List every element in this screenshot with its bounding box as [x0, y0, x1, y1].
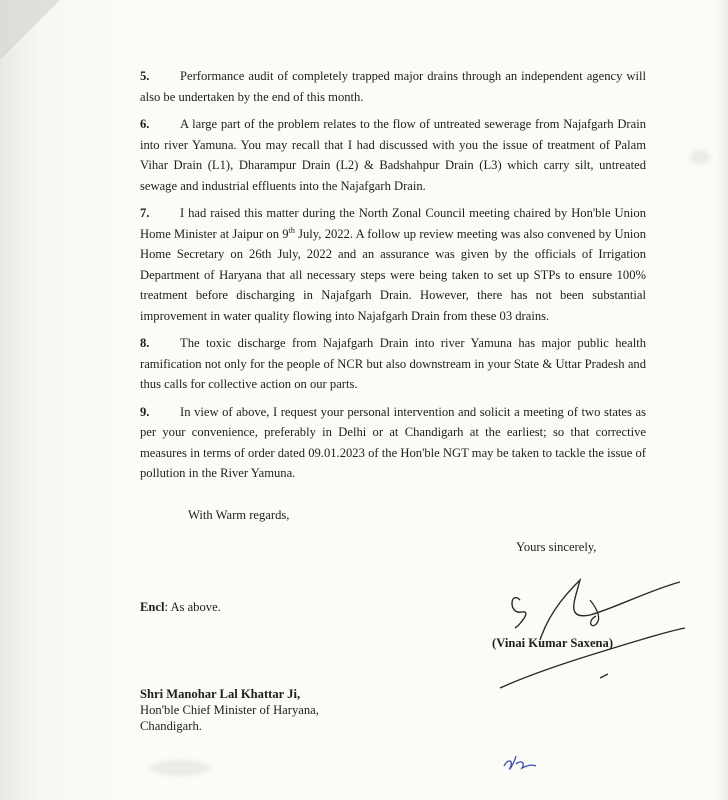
- paragraph-number: 7.: [140, 206, 150, 220]
- paragraph-6: [140, 114, 646, 196]
- signature-stroke: [590, 600, 599, 626]
- paragraph-5: [140, 66, 646, 107]
- paragraph-number: 8.: [140, 336, 150, 350]
- page-fold-shadow: [0, 0, 60, 60]
- paragraph-8: [140, 333, 646, 395]
- paragraph-text-cont: July, 2022. A follow up review meeting was also convened by Union Home Secretary on 26th July, 2022 and an assurance was given by the officials of Irrigation Department of Haryana that all necessary steps were being taken to set up STPs to ensure 100% treatment before discharging in Najafgarh Drain. However, there has not been substantial improvement in water quality flowing into Najafgarh Drain from these 03 drains.: [140, 226, 647, 323]
- paragraph-7: [140, 203, 646, 326]
- scan-smudge: [150, 760, 210, 776]
- signatory-name: (Vinai Kumar Saxena): [492, 636, 614, 650]
- scan-smudge: [690, 150, 710, 164]
- enclosure-text: : As above.: [164, 600, 221, 614]
- superscript: th: [288, 225, 295, 235]
- enclosure-label: Encl: [140, 600, 165, 614]
- signature-stroke: [540, 580, 680, 640]
- paragraph-9: [140, 402, 646, 484]
- letter-body: [140, 66, 646, 491]
- paragraph-number: 9.: [140, 404, 150, 419]
- paragraph-text: A large part of the problem relates to the flow of untreated sewerage from Najafgarh Drain into river Yamuna. You may recall that I had discussed with you the issue of treatment of Palam Vihar Drain (L1), Dharampur Drain (L2) & Badshahpur Drain (L3) which carry silt, untreated sewage and industrial effluents into the Najafgarh Drain.: [140, 117, 646, 193]
- paragraph-text: I had raised this matter during the North Zonal Council meeting chaired by Hon'ble Union Home Minister at Jaipur on 9: [140, 206, 646, 241]
- addressee-block: [140, 686, 319, 734]
- page-edge-shadow: [714, 0, 728, 800]
- paragraph-number: 5.: [140, 69, 150, 83]
- addressee-designation: Hon'ble Chief Minister of Haryana,: [140, 703, 319, 717]
- paragraph-text: The toxic discharge from Najafgarh Drain into river Yamuna has major public health ramification not only for the people of NCR but also downstream in your State & Uttar Pradesh and thus calls for collective action on our parts.: [140, 336, 646, 391]
- closing-yours-sincerely: Yours sincerely,: [516, 540, 597, 554]
- initials-stroke: [504, 756, 536, 769]
- handwritten-signature: [480, 570, 700, 700]
- paragraph-text: In view of above, I request your personal intervention and solicit a meeting of two states as per your convenience, preferably in Delhi or at Chandigarh at the earliest; so that corrective measures in terms of order dated 09.01.2023 of the Hon'ble NGT may be taken to tackle the issue of pollution in the River Yamuna.: [140, 404, 646, 480]
- closing-regards: With Warm regards,: [188, 508, 290, 522]
- signature-stroke: [512, 598, 526, 628]
- signature-stroke: [600, 674, 608, 678]
- addressee-name: Shri Manohar Lal Khattar Ji,: [140, 687, 301, 701]
- paragraph-number: 6.: [140, 117, 150, 131]
- handwritten-initials: [500, 750, 540, 774]
- addressee-place: Chandigarh.: [140, 719, 202, 733]
- enclosure-note: [140, 600, 221, 615]
- paragraph-text: Performance audit of completely trapped major drains through an independent agency will also be undertaken by the end of this month.: [140, 69, 646, 104]
